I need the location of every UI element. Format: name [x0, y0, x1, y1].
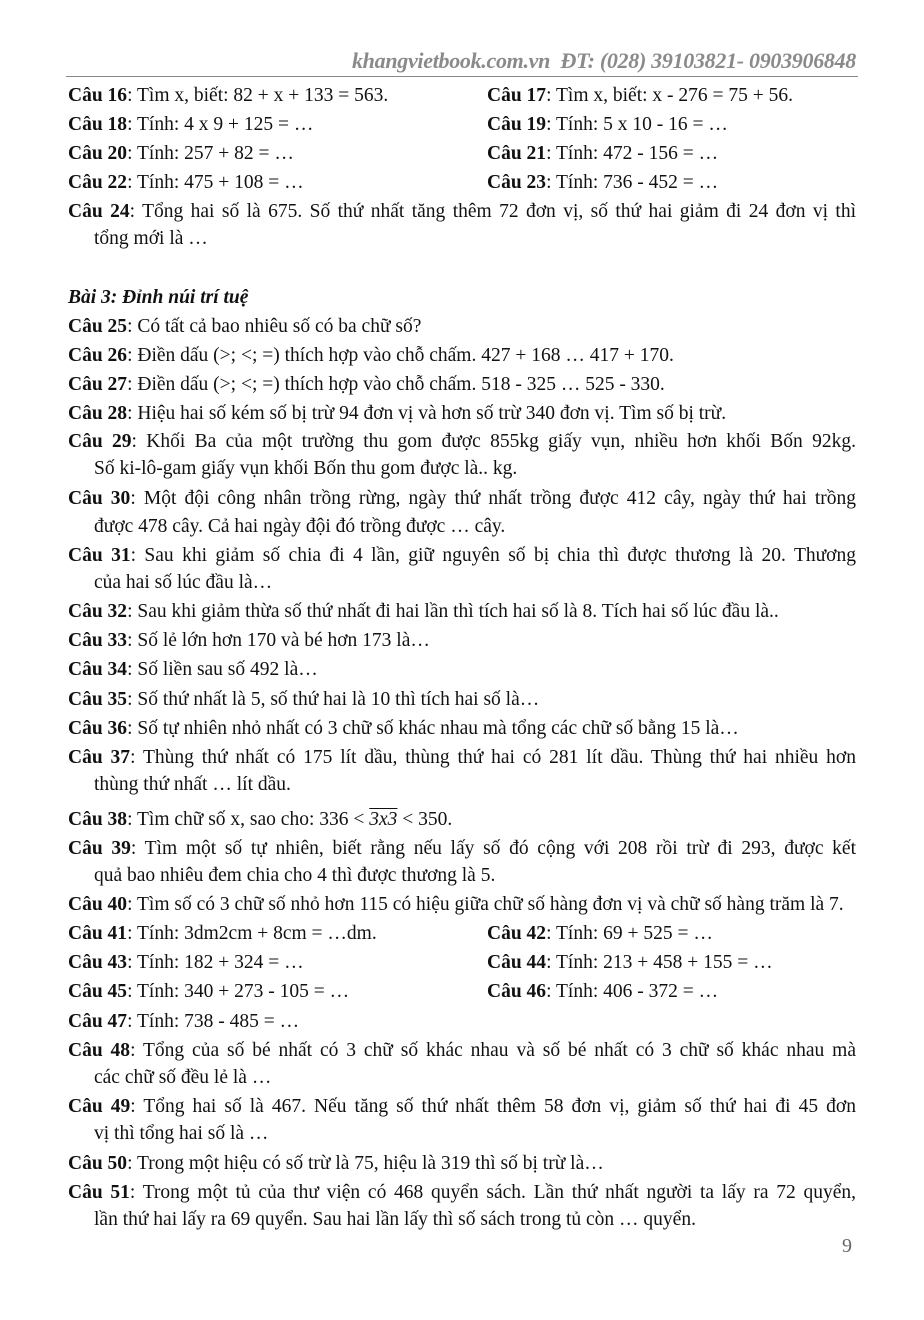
- question-26: [68, 344, 856, 368]
- question-continuation: của hai số lúc đầu là…: [94, 572, 273, 593]
- question-text: : Hiệu hai số kém số bị trừ 94 đơn vị và hơn số trừ 340 đơn vị. Tìm số bị trừ.: [127, 403, 727, 424]
- question-label: Câu 18: [68, 114, 128, 135]
- question-text: : Tìm x, biết: x - 276 = 75 + 56.: [546, 85, 794, 106]
- question-44: [487, 951, 857, 975]
- question-24: [68, 200, 856, 224]
- question-50: [68, 1152, 856, 1176]
- question-label: Câu 40: [68, 894, 128, 915]
- question-label: Câu 23: [487, 172, 547, 193]
- question-label: Câu 44: [487, 952, 547, 973]
- section-title: Bài 3: Đỉnh núi trí tuệ: [68, 287, 249, 308]
- question-35: [68, 688, 856, 712]
- question-text: : Tìm x, biết: 82 + x + 133 = 563.: [127, 85, 389, 106]
- question-label: Câu 46: [487, 981, 547, 1002]
- question-text: : Số liền sau số 492 là…: [127, 659, 318, 680]
- question-text: : Tổng của số bé nhất có 3 chữ số khác nhau và số bé nhất có 3 chữ số khác nhau mà: [130, 1040, 856, 1061]
- question-label: Câu 36: [68, 718, 128, 739]
- question-text: : Tính: 213 + 458 + 155 = …: [546, 952, 773, 973]
- question-42: [487, 922, 857, 946]
- page-number: 9: [842, 1235, 852, 1257]
- question-text: : Tổng hai số là 675. Số thứ nhất tăng thêm 72 đơn vị, số thứ hai giảm đi 24 đơn vị thì: [129, 201, 856, 222]
- question-text: : Điền dấu (>; <; =) thích hợp vào chỗ chấm. 427 + 168 … 417 + 170.: [127, 345, 674, 366]
- question-continuation: Số ki-lô-gam giấy vụn khối Bốn thu gom được là.. kg.: [94, 458, 518, 479]
- header-phone: ĐT: (028) 39103821- 0903906848: [560, 48, 856, 73]
- question-text: : Tìm một số tự nhiên, biết rằng nếu lấy số đó cộng với 208 rồi trừ đi 293, được kết: [130, 838, 856, 859]
- question-text: : Tính: 4 x 9 + 125 = …: [127, 114, 314, 135]
- question-label: Câu 39: [68, 838, 131, 859]
- question-37: [68, 746, 856, 770]
- question-text: : Tìm số có 3 chữ số nhỏ hơn 115 có hiệu giữa chữ số hàng đơn vị và chữ số hàng trăm là 7.: [127, 894, 844, 915]
- question-label: Câu 20: [68, 143, 128, 164]
- header-site: khangvietbook.com.vn: [351, 48, 551, 73]
- question-32: [68, 600, 856, 624]
- question-29: [68, 430, 856, 454]
- question-label: Câu 48: [68, 1040, 131, 1061]
- question-continuation: tổng mới là …: [94, 228, 208, 249]
- question-text: : Tính: 472 - 156 = …: [546, 143, 719, 164]
- question-text: : Tính: 406 - 372 = …: [546, 981, 719, 1002]
- question-continuation: được 478 cây. Cả hai ngày đội đó trồng được … cây.: [94, 516, 506, 537]
- question-text: : Tính: 736 - 452 = …: [546, 172, 719, 193]
- question-text: : Khối Ba của một trường thu gom được 855kg giấy vụn, nhiều hơn khối Bốn 92kg.: [131, 431, 856, 452]
- question-17: [487, 84, 857, 108]
- question-text: : Trong một hiệu có số trừ là 75, hiệu là 319 thì số bị trừ là…: [127, 1153, 604, 1174]
- question-28: [68, 402, 856, 426]
- question-label: Câu 24: [68, 201, 130, 222]
- question-47: [68, 1010, 856, 1034]
- question-continuation: thùng thứ nhất … lít dầu.: [94, 774, 291, 795]
- question-label: Câu 43: [68, 952, 128, 973]
- page-header: [352, 48, 856, 74]
- question-continuation: lần thứ hai lấy ra 69 quyển. Sau hai lần lấy thì số sách trong tủ còn … quyển.: [94, 1209, 696, 1230]
- question-label: Câu 33: [68, 630, 128, 651]
- question-text: : Sau khi giảm số chia đi 4 lần, giữ nguyên số bị chia thì được thương là 20. Thương: [130, 545, 856, 566]
- question-25: [68, 315, 856, 339]
- question-label: Câu 17: [487, 85, 547, 106]
- question-30: [68, 487, 856, 511]
- question-label: Câu 25: [68, 316, 128, 337]
- question-40: [68, 893, 856, 917]
- question-label: Câu 49: [68, 1096, 131, 1117]
- question-text: : Có tất cả bao nhiêu số có ba chữ số?: [127, 316, 422, 337]
- question-label: Câu 21: [487, 143, 547, 164]
- header-divider: [66, 76, 858, 77]
- question-label: Câu 16: [68, 85, 128, 106]
- question-27: [68, 373, 856, 397]
- question-text: : Một đội công nhân trồng rừng, ngày thứ nhất trồng được 412 cây, ngày thứ hai trồng: [130, 488, 856, 509]
- question-33: [68, 629, 856, 653]
- question-36: [68, 717, 856, 741]
- question-23: [487, 171, 857, 195]
- question-text: : Tính: 475 + 108 = …: [127, 172, 304, 193]
- question-39: [68, 837, 856, 861]
- question-19: [487, 113, 857, 137]
- question-label: Câu 28: [68, 403, 128, 424]
- question-label: Câu 30: [68, 488, 131, 509]
- question-text: : Tính: 182 + 324 = …: [127, 952, 304, 973]
- question-21: [487, 142, 857, 166]
- question-label: Câu 45: [68, 981, 128, 1002]
- question-text: : Điền dấu (>; <; =) thích hợp vào chỗ chấm. 518 - 325 … 525 - 330.: [127, 374, 665, 395]
- question-label: Câu 35: [68, 689, 128, 710]
- question-text: : Thùng thứ nhất có 175 lít dầu, thùng thứ hai có 281 lít dầu. Thùng thứ hai nhiều hơn: [130, 747, 856, 768]
- question-label: Câu 26: [68, 345, 128, 366]
- question-text: : Trong một tủ của thư viện có 468 quyển sách. Lần thứ nhất người ta lấy ra 72 quyển,: [129, 1182, 856, 1203]
- question-label: Câu 51: [68, 1182, 130, 1203]
- question-text: : Tính: 5 x 10 - 16 = …: [546, 114, 728, 135]
- question-51: [68, 1181, 856, 1205]
- question-label: Câu 27: [68, 374, 128, 395]
- question-label: Câu 42: [487, 923, 547, 944]
- question-text: : Tính: 340 + 273 - 105 = …: [127, 981, 350, 1002]
- question-text: : Tổng hai số là 467. Nếu tăng số thứ nhất thêm 58 đơn vị, giảm số thứ hai đi 45 đơn: [130, 1096, 856, 1117]
- question-49: [68, 1095, 856, 1119]
- question-continuation: quả bao nhiêu đem chia cho 4 thì được thương là 5.: [94, 865, 496, 886]
- question-text: : Tính: 738 - 485 = …: [127, 1011, 300, 1032]
- question-34: [68, 658, 856, 682]
- question-label: Câu 41: [68, 923, 128, 944]
- question-31: [68, 544, 856, 568]
- question-label: Câu 31: [68, 545, 131, 566]
- overlined-number: 3x3: [369, 809, 398, 830]
- question-text-after: < 350.: [397, 809, 453, 830]
- question-text: : Tính: 257 + 82 = …: [127, 143, 294, 164]
- question-48: [68, 1039, 856, 1063]
- question-text: : Tính: 69 + 525 = …: [546, 923, 713, 944]
- question-label: Câu 22: [68, 172, 128, 193]
- question-46: [487, 980, 857, 1004]
- question-label: Câu 50: [68, 1153, 128, 1174]
- question-38: [68, 808, 856, 832]
- question-text: : Số thứ nhất là 5, số thứ hai là 10 thì tích hai số là…: [127, 689, 540, 710]
- question-label: Câu 47: [68, 1011, 128, 1032]
- question-continuation: các chữ số đều lẻ là …: [94, 1067, 272, 1088]
- question-label: Câu 29: [68, 431, 132, 452]
- question-text: : Tính: 3dm2cm + 8cm = …dm.: [127, 923, 377, 944]
- question-text: : Tìm chữ số x, sao cho: 336 <: [127, 809, 370, 830]
- question-continuation: vị thì tổng hai số là …: [94, 1123, 269, 1144]
- question-label: Câu 32: [68, 601, 128, 622]
- question-text: : Số tự nhiên nhỏ nhất có 3 chữ số khác nhau mà tổng các chữ số bằng 15 là…: [127, 718, 739, 739]
- question-label: Câu 19: [487, 114, 547, 135]
- question-text: : Số lẻ lớn hơn 170 và bé hơn 173 là…: [127, 630, 430, 651]
- question-label: Câu 38: [68, 809, 128, 830]
- question-label: Câu 34: [68, 659, 128, 680]
- question-text: : Sau khi giảm thừa số thứ nhất đi hai lần thì tích hai số là 8. Tích hai số lúc đầu là..: [127, 601, 779, 622]
- question-label: Câu 37: [68, 747, 131, 768]
